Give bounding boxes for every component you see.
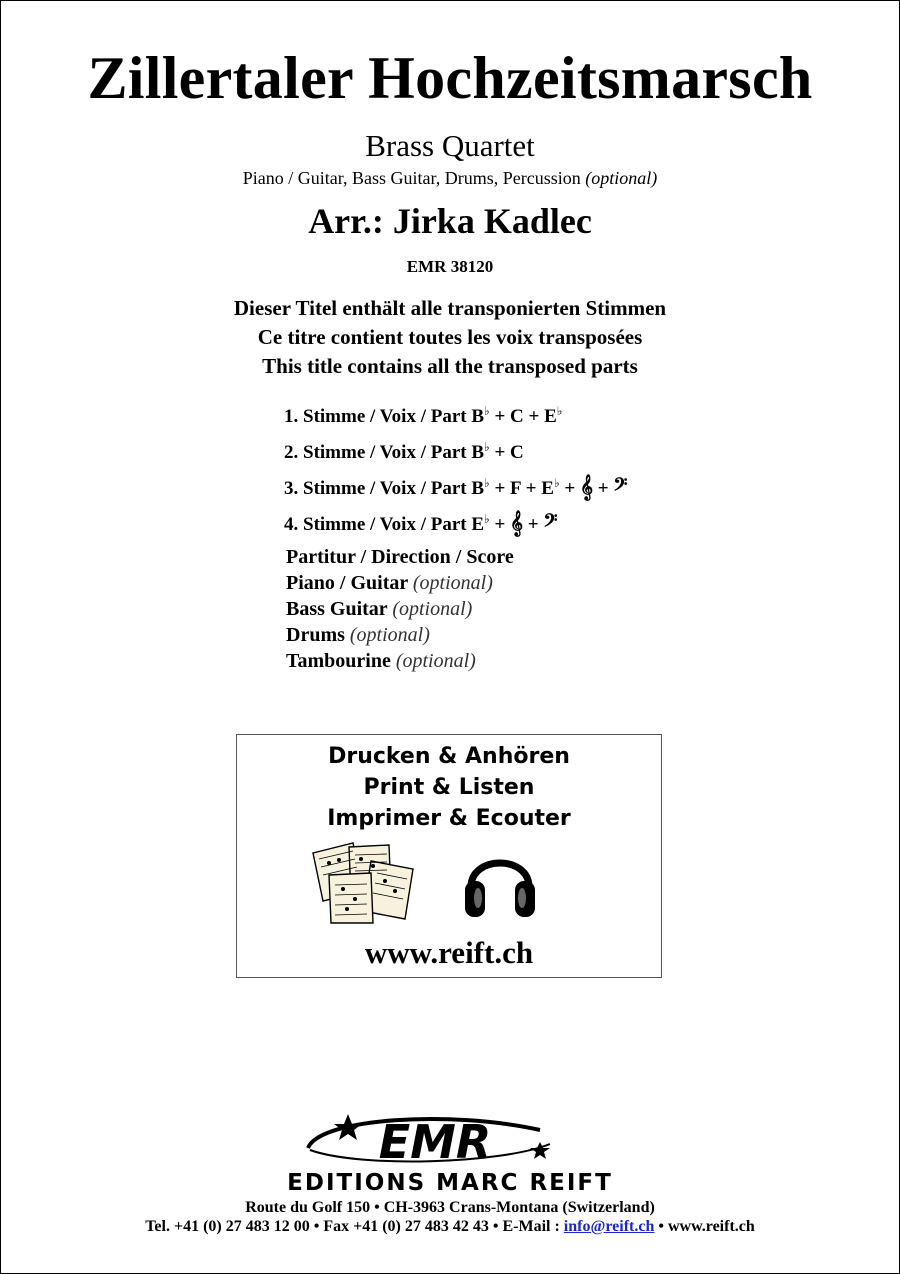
plus-sign: + [559,478,580,499]
publisher-address: Route du Golf 150 • CH-3963 Crans-Montana (Switzerland) [245,1199,655,1216]
contact-website: • www.reift.ch [654,1218,755,1235]
sheet-music-icon [309,839,429,925]
part-label: 4. Stimme / Voix / Part E [284,514,485,535]
note-fr: Ce titre contient toutes les voix transposées [257,325,643,349]
promo-text [237,741,661,834]
note-en: This title contains all the transposed parts [262,354,638,378]
extra-part-label: Piano / Guitar [286,572,408,594]
part-suffix: + [592,478,614,499]
part-line [284,396,627,432]
extra-part [286,570,514,596]
print-listen-box [236,734,662,978]
bass-clef-icon: 𝄢 [543,510,558,535]
email-link[interactable]: info@reift.ch [563,1218,655,1235]
part-suffix: + C + E [489,406,557,427]
instrument-list [0,168,900,189]
publisher-name: EDITIONS MARC REIFT [287,1170,613,1196]
ensemble-subtitle: Brass Quartet [365,128,535,163]
extra-part [286,648,514,674]
part-label: 1. Stimme / Voix / Part B [284,406,485,427]
extra-part [286,544,514,570]
arranger: Arr.: Jirka Kadlec [308,201,592,241]
part-label: 3. Stimme / Voix / Part B [284,478,485,499]
extra-part [286,596,514,622]
bass-clef-icon: 𝄢 [613,474,628,499]
optional-label: (optional) [585,168,658,188]
part-line [284,504,627,540]
extra-parts-list [286,544,514,674]
flat-icon: ♭ [553,476,560,490]
promo-line-en: Print & Listen [363,775,535,800]
contact-phone-fax: Tel. +41 (0) 27 483 12 00 • Fax +41 (0) 27 483 42 43 • E-Mail : [145,1218,564,1235]
flat-icon: ♭ [484,404,490,418]
extra-part-label: Drums [286,624,345,646]
part-line [284,468,627,504]
extra-part-label: Tambourine [286,650,391,672]
promo-line-de: Drucken & Anhören [328,744,570,769]
parts-list [284,396,627,540]
part-suffix: + F + E [489,478,554,499]
optional-label: (optional) [412,572,493,594]
promo-url[interactable]: www.reift.ch [364,935,534,970]
part-line [284,432,627,468]
flat-icon: ♭ [484,476,490,490]
page-title: Zillertaler Hochzeitsmarsch [87,45,813,111]
headphones-icon [463,843,537,921]
extra-part-label: Partitur / Direction / Score [286,546,514,568]
promo-line-fr: Imprimer & Ecouter [327,806,571,831]
note-de: Dieser Titel enthält alle transponierten Stimmen [233,296,667,320]
treble-clef-icon: 𝄞 [579,474,593,499]
part-suffix: + [523,514,544,535]
publisher-contact [0,1218,900,1236]
flat-icon: ♭ [484,440,490,454]
svg-text:EMR: EMR [378,1115,492,1168]
catalog-number: EMR 38120 [406,257,494,276]
optional-label: (optional) [395,650,476,672]
emr-logo [300,1108,560,1168]
extra-part-label: Bass Guitar [286,598,388,620]
part-suffix: + C [489,442,524,463]
instrument-names: Piano / Guitar, Bass Guitar, Drums, Percussion [242,168,581,188]
extra-part [286,622,514,648]
transposition-note [0,294,900,381]
flat-icon: ♭ [484,512,490,526]
optional-label: (optional) [392,598,473,620]
part-label: 2. Stimme / Voix / Part B [284,442,485,463]
optional-label: (optional) [349,624,430,646]
flat-icon: ♭ [556,404,563,418]
part-suffix: + [489,514,511,535]
treble-clef-icon: 𝄞 [510,510,524,535]
